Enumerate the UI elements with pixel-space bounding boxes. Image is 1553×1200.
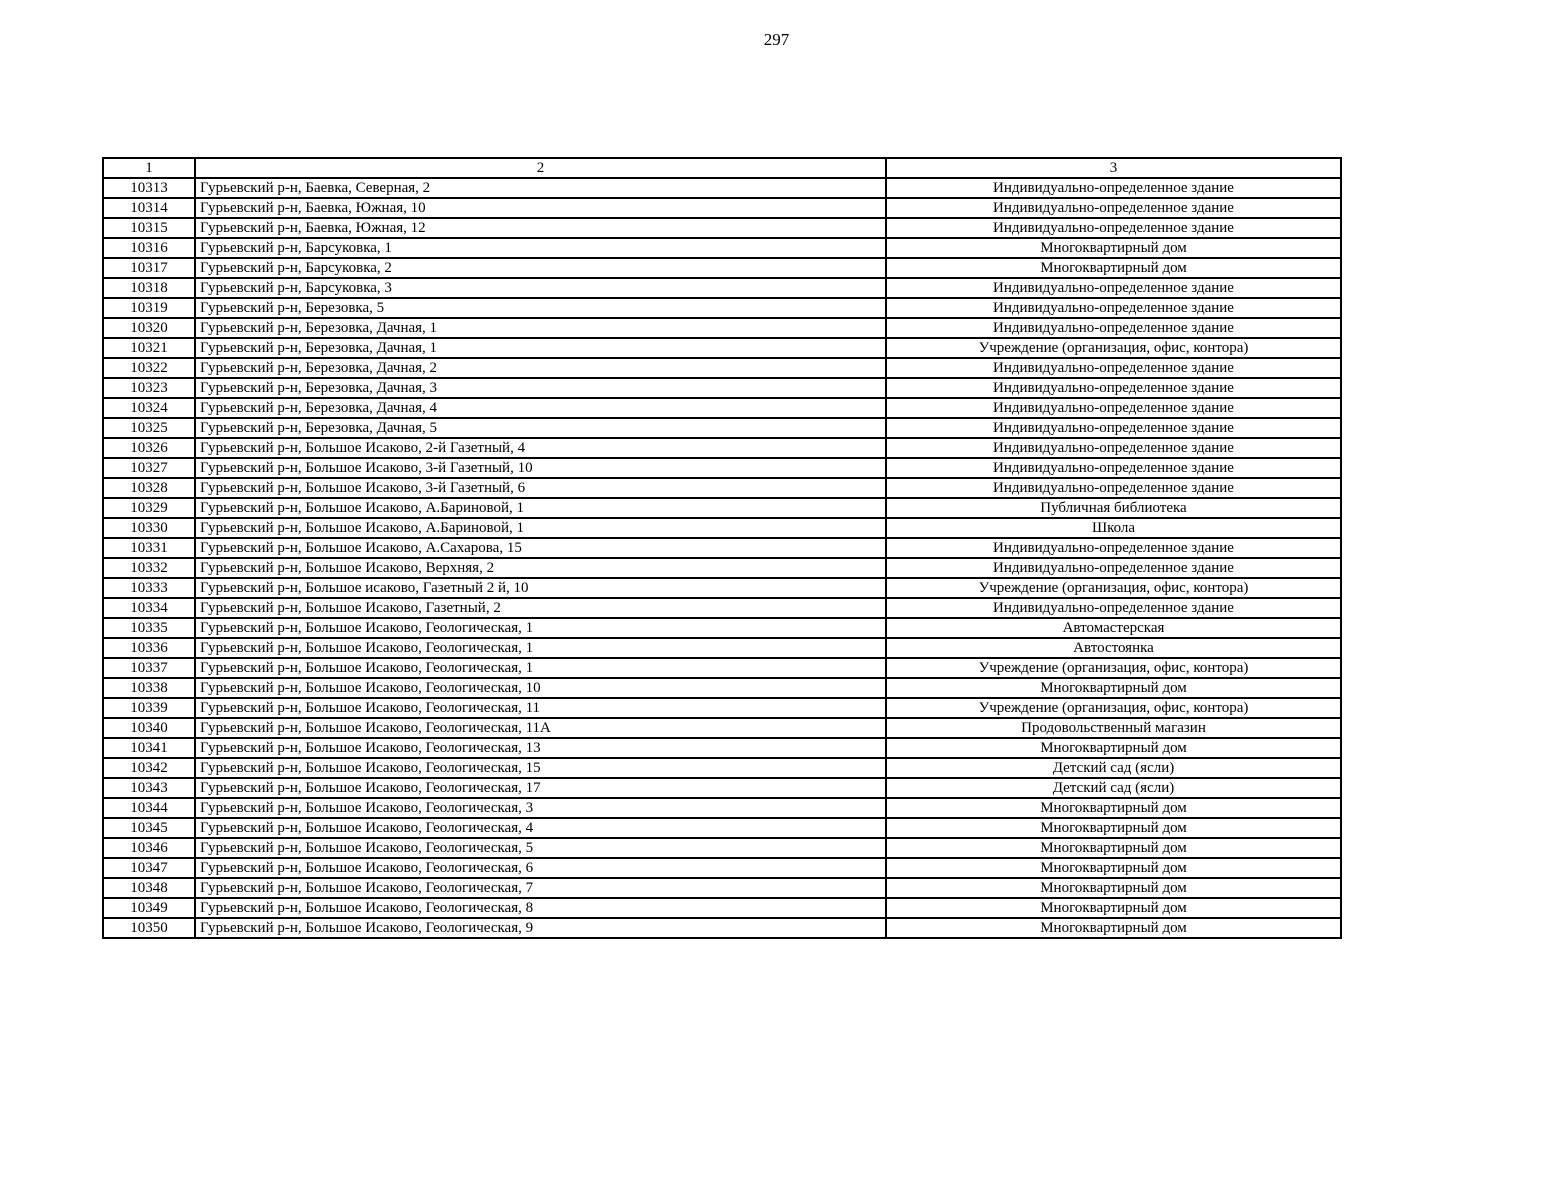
table-row: [103, 238, 1341, 258]
row-address-cell: Гурьевский р-н, Большое Исаково, Геологическая, 1: [195, 638, 886, 658]
row-type-cell: Продовольственный магазин: [886, 718, 1341, 738]
row-address-cell: Гурьевский р-н, Барсуковка, 1: [195, 238, 886, 258]
row-number-cell: 10344: [103, 798, 195, 818]
row-address-cell: Гурьевский р-н, Большое Исаково, Геологическая, 8: [195, 898, 886, 918]
table-row: [103, 898, 1341, 918]
row-number-cell: 10332: [103, 558, 195, 578]
row-number-cell: 10322: [103, 358, 195, 378]
row-type-cell: Автостоянка: [886, 638, 1341, 658]
row-type-cell: Автомастерская: [886, 618, 1341, 638]
row-type-cell: Индивидуально-определенное здание: [886, 378, 1341, 398]
row-number-cell: 10316: [103, 238, 195, 258]
row-type-cell: Учреждение (организация, офис, контора): [886, 578, 1341, 598]
row-address-cell: Гурьевский р-н, Большое Исаково, Геологическая, 7: [195, 878, 886, 898]
row-type-cell: Индивидуально-определенное здание: [886, 598, 1341, 618]
table-row: [103, 278, 1341, 298]
table-row: [103, 678, 1341, 698]
row-number-cell: 10349: [103, 898, 195, 918]
header-row: [103, 158, 1341, 178]
row-type-cell: Детский сад (ясли): [886, 778, 1341, 798]
row-type-cell: Многоквартирный дом: [886, 838, 1341, 858]
row-number-cell: 10321: [103, 338, 195, 358]
table-row: [103, 718, 1341, 738]
table-row: [103, 198, 1341, 218]
table-row: [103, 418, 1341, 438]
row-type-cell: Многоквартирный дом: [886, 238, 1341, 258]
row-address-cell: Гурьевский р-н, Баевка, Южная, 10: [195, 198, 886, 218]
row-address-cell: Гурьевский р-н, Березовка, Дачная, 4: [195, 398, 886, 418]
table-row: [103, 838, 1341, 858]
row-number-cell: 10345: [103, 818, 195, 838]
table-row: [103, 478, 1341, 498]
row-number-cell: 10347: [103, 858, 195, 878]
registry-table: [102, 157, 1342, 939]
row-number-cell: 10350: [103, 918, 195, 938]
row-type-cell: Многоквартирный дом: [886, 738, 1341, 758]
row-type-cell: Индивидуально-определенное здание: [886, 198, 1341, 218]
row-number-cell: 10343: [103, 778, 195, 798]
row-address-cell: Гурьевский р-н, Большое Исаково, А.Сахарова, 15: [195, 538, 886, 558]
row-address-cell: Гурьевский р-н, Большое Исаково, Геологическая, 1: [195, 658, 886, 678]
row-address-cell: Гурьевский р-н, Большое Исаково, Геологическая, 6: [195, 858, 886, 878]
row-address-cell: Гурьевский р-н, Большое Исаково, Геологическая, 15: [195, 758, 886, 778]
table-row: [103, 258, 1341, 278]
row-number-cell: 10313: [103, 178, 195, 198]
table-row: [103, 918, 1341, 938]
table-row: [103, 438, 1341, 458]
row-type-cell: Индивидуально-определенное здание: [886, 178, 1341, 198]
row-address-cell: Гурьевский р-н, Большое Исаково, Геологическая, 13: [195, 738, 886, 758]
row-number-cell: 10341: [103, 738, 195, 758]
page-number: 297: [763, 30, 790, 49]
row-type-cell: Учреждение (организация, офис, контора): [886, 338, 1341, 358]
row-number-cell: 10348: [103, 878, 195, 898]
row-address-cell: Гурьевский р-н, Большое Исаково, Геологическая, 11: [195, 698, 886, 718]
table-row: [103, 738, 1341, 758]
row-type-cell: Индивидуально-определенное здание: [886, 438, 1341, 458]
row-number-cell: 10324: [103, 398, 195, 418]
header-cell-address: 2: [195, 158, 886, 178]
row-address-cell: Гурьевский р-н, Большое Исаково, А.Бариновой, 1: [195, 518, 886, 538]
table-row: [103, 338, 1341, 358]
table-header: [103, 158, 1341, 178]
table-row: [103, 218, 1341, 238]
row-address-cell: Гурьевский р-н, Барсуковка, 2: [195, 258, 886, 278]
header-cell-number: 1: [103, 158, 195, 178]
row-type-cell: Многоквартирный дом: [886, 878, 1341, 898]
row-address-cell: Гурьевский р-н, Большое Исаково, Геологическая, 11А: [195, 718, 886, 738]
row-number-cell: 10338: [103, 678, 195, 698]
row-address-cell: Гурьевский р-н, Березовка, Дачная, 2: [195, 358, 886, 378]
row-type-cell: Индивидуально-определенное здание: [886, 478, 1341, 498]
row-number-cell: 10331: [103, 538, 195, 558]
table-row: [103, 298, 1341, 318]
table-row: [103, 178, 1341, 198]
row-address-cell: Гурьевский р-н, Большое Исаково, Геологическая, 3: [195, 798, 886, 818]
table-row: [103, 858, 1341, 878]
row-number-cell: 10335: [103, 618, 195, 638]
row-address-cell: Гурьевский р-н, Березовка, 5: [195, 298, 886, 318]
row-address-cell: Гурьевский р-н, Большое Исаково, 2-й Газетный, 4: [195, 438, 886, 458]
row-number-cell: 10336: [103, 638, 195, 658]
row-address-cell: Гурьевский р-н, Баевка, Южная, 12: [195, 218, 886, 238]
row-type-cell: Учреждение (организация, офис, контора): [886, 658, 1341, 678]
row-number-cell: 10333: [103, 578, 195, 598]
table-row: [103, 578, 1341, 598]
row-number-cell: 10319: [103, 298, 195, 318]
table-row: [103, 758, 1341, 778]
row-number-cell: 10339: [103, 698, 195, 718]
row-address-cell: Гурьевский р-н, Большое Исаково, Геологическая, 1: [195, 618, 886, 638]
row-type-cell: Индивидуально-определенное здание: [886, 418, 1341, 438]
table-row: [103, 458, 1341, 478]
row-address-cell: Гурьевский р-н, Большое Исаково, Верхняя, 2: [195, 558, 886, 578]
row-type-cell: Индивидуально-определенное здание: [886, 318, 1341, 338]
row-number-cell: 10326: [103, 438, 195, 458]
row-type-cell: Индивидуально-определенное здание: [886, 398, 1341, 418]
table-row: [103, 498, 1341, 518]
row-number-cell: 10340: [103, 718, 195, 738]
table-row: [103, 598, 1341, 618]
row-type-cell: Индивидуально-определенное здание: [886, 458, 1341, 478]
row-address-cell: Гурьевский р-н, Березовка, Дачная, 1: [195, 318, 886, 338]
row-type-cell: Многоквартирный дом: [886, 818, 1341, 838]
row-number-cell: 10330: [103, 518, 195, 538]
row-number-cell: 10334: [103, 598, 195, 618]
row-address-cell: Гурьевский р-н, Большое Исаково, 3-й Газетный, 10: [195, 458, 886, 478]
row-address-cell: Гурьевский р-н, Большое Исаково, Геологическая, 17: [195, 778, 886, 798]
row-address-cell: Гурьевский р-н, Большое Исаково, Геологическая, 10: [195, 678, 886, 698]
row-number-cell: 10317: [103, 258, 195, 278]
table-row: [103, 398, 1341, 418]
table-row: [103, 658, 1341, 678]
row-type-cell: Многоквартирный дом: [886, 918, 1341, 938]
row-address-cell: Гурьевский р-н, Большое Исаково, Геологическая, 5: [195, 838, 886, 858]
table-row: [103, 798, 1341, 818]
row-type-cell: Детский сад (ясли): [886, 758, 1341, 778]
row-address-cell: Гурьевский р-н, Березовка, Дачная, 1: [195, 338, 886, 358]
table-body: [103, 178, 1341, 938]
row-type-cell: Публичная библиотека: [886, 498, 1341, 518]
row-address-cell: Гурьевский р-н, Большое исаково, Газетный 2 й, 10: [195, 578, 886, 598]
row-type-cell: Индивидуально-определенное здание: [886, 538, 1341, 558]
table-row: [103, 558, 1341, 578]
row-type-cell: Индивидуально-определенное здание: [886, 298, 1341, 318]
table-row: [103, 638, 1341, 658]
row-type-cell: Многоквартирный дом: [886, 898, 1341, 918]
row-address-cell: Гурьевский р-н, Большое Исаково, Геологическая, 4: [195, 818, 886, 838]
row-address-cell: Гурьевский р-н, Большое Исаково, 3-й Газетный, 6: [195, 478, 886, 498]
table-row: [103, 618, 1341, 638]
row-number-cell: 10318: [103, 278, 195, 298]
table-row: [103, 698, 1341, 718]
row-type-cell: Индивидуально-определенное здание: [886, 558, 1341, 578]
table-row: [103, 318, 1341, 338]
table-row: [103, 778, 1341, 798]
row-type-cell: Индивидуально-определенное здание: [886, 278, 1341, 298]
table-row: [103, 518, 1341, 538]
row-type-cell: Учреждение (организация, офис, контора): [886, 698, 1341, 718]
row-type-cell: Многоквартирный дом: [886, 798, 1341, 818]
row-address-cell: Гурьевский р-н, Большое Исаково, Газетный, 2: [195, 598, 886, 618]
table-row: [103, 358, 1341, 378]
row-address-cell: Гурьевский р-н, Березовка, Дачная, 3: [195, 378, 886, 398]
row-type-cell: Индивидуально-определенное здание: [886, 218, 1341, 238]
row-number-cell: 10346: [103, 838, 195, 858]
row-number-cell: 10325: [103, 418, 195, 438]
table-row: [103, 878, 1341, 898]
table-row: [103, 378, 1341, 398]
row-number-cell: 10329: [103, 498, 195, 518]
row-number-cell: 10328: [103, 478, 195, 498]
header-cell-type: 3: [886, 158, 1341, 178]
row-address-cell: Гурьевский р-н, Баевка, Северная, 2: [195, 178, 886, 198]
row-number-cell: 10315: [103, 218, 195, 238]
row-number-cell: 10323: [103, 378, 195, 398]
row-type-cell: Многоквартирный дом: [886, 258, 1341, 278]
row-type-cell: Многоквартирный дом: [886, 678, 1341, 698]
row-number-cell: 10327: [103, 458, 195, 478]
row-type-cell: Школа: [886, 518, 1341, 538]
table-row: [103, 818, 1341, 838]
row-number-cell: 10342: [103, 758, 195, 778]
row-type-cell: Многоквартирный дом: [886, 858, 1341, 878]
row-number-cell: 10320: [103, 318, 195, 338]
table-row: [103, 538, 1341, 558]
row-address-cell: Гурьевский р-н, Барсуковка, 3: [195, 278, 886, 298]
row-address-cell: Гурьевский р-н, Большое Исаково, А.Бариновой, 1: [195, 498, 886, 518]
row-address-cell: Гурьевский р-н, Березовка, Дачная, 5: [195, 418, 886, 438]
row-address-cell: Гурьевский р-н, Большое Исаково, Геологическая, 9: [195, 918, 886, 938]
row-type-cell: Индивидуально-определенное здание: [886, 358, 1341, 378]
row-number-cell: 10337: [103, 658, 195, 678]
row-number-cell: 10314: [103, 198, 195, 218]
